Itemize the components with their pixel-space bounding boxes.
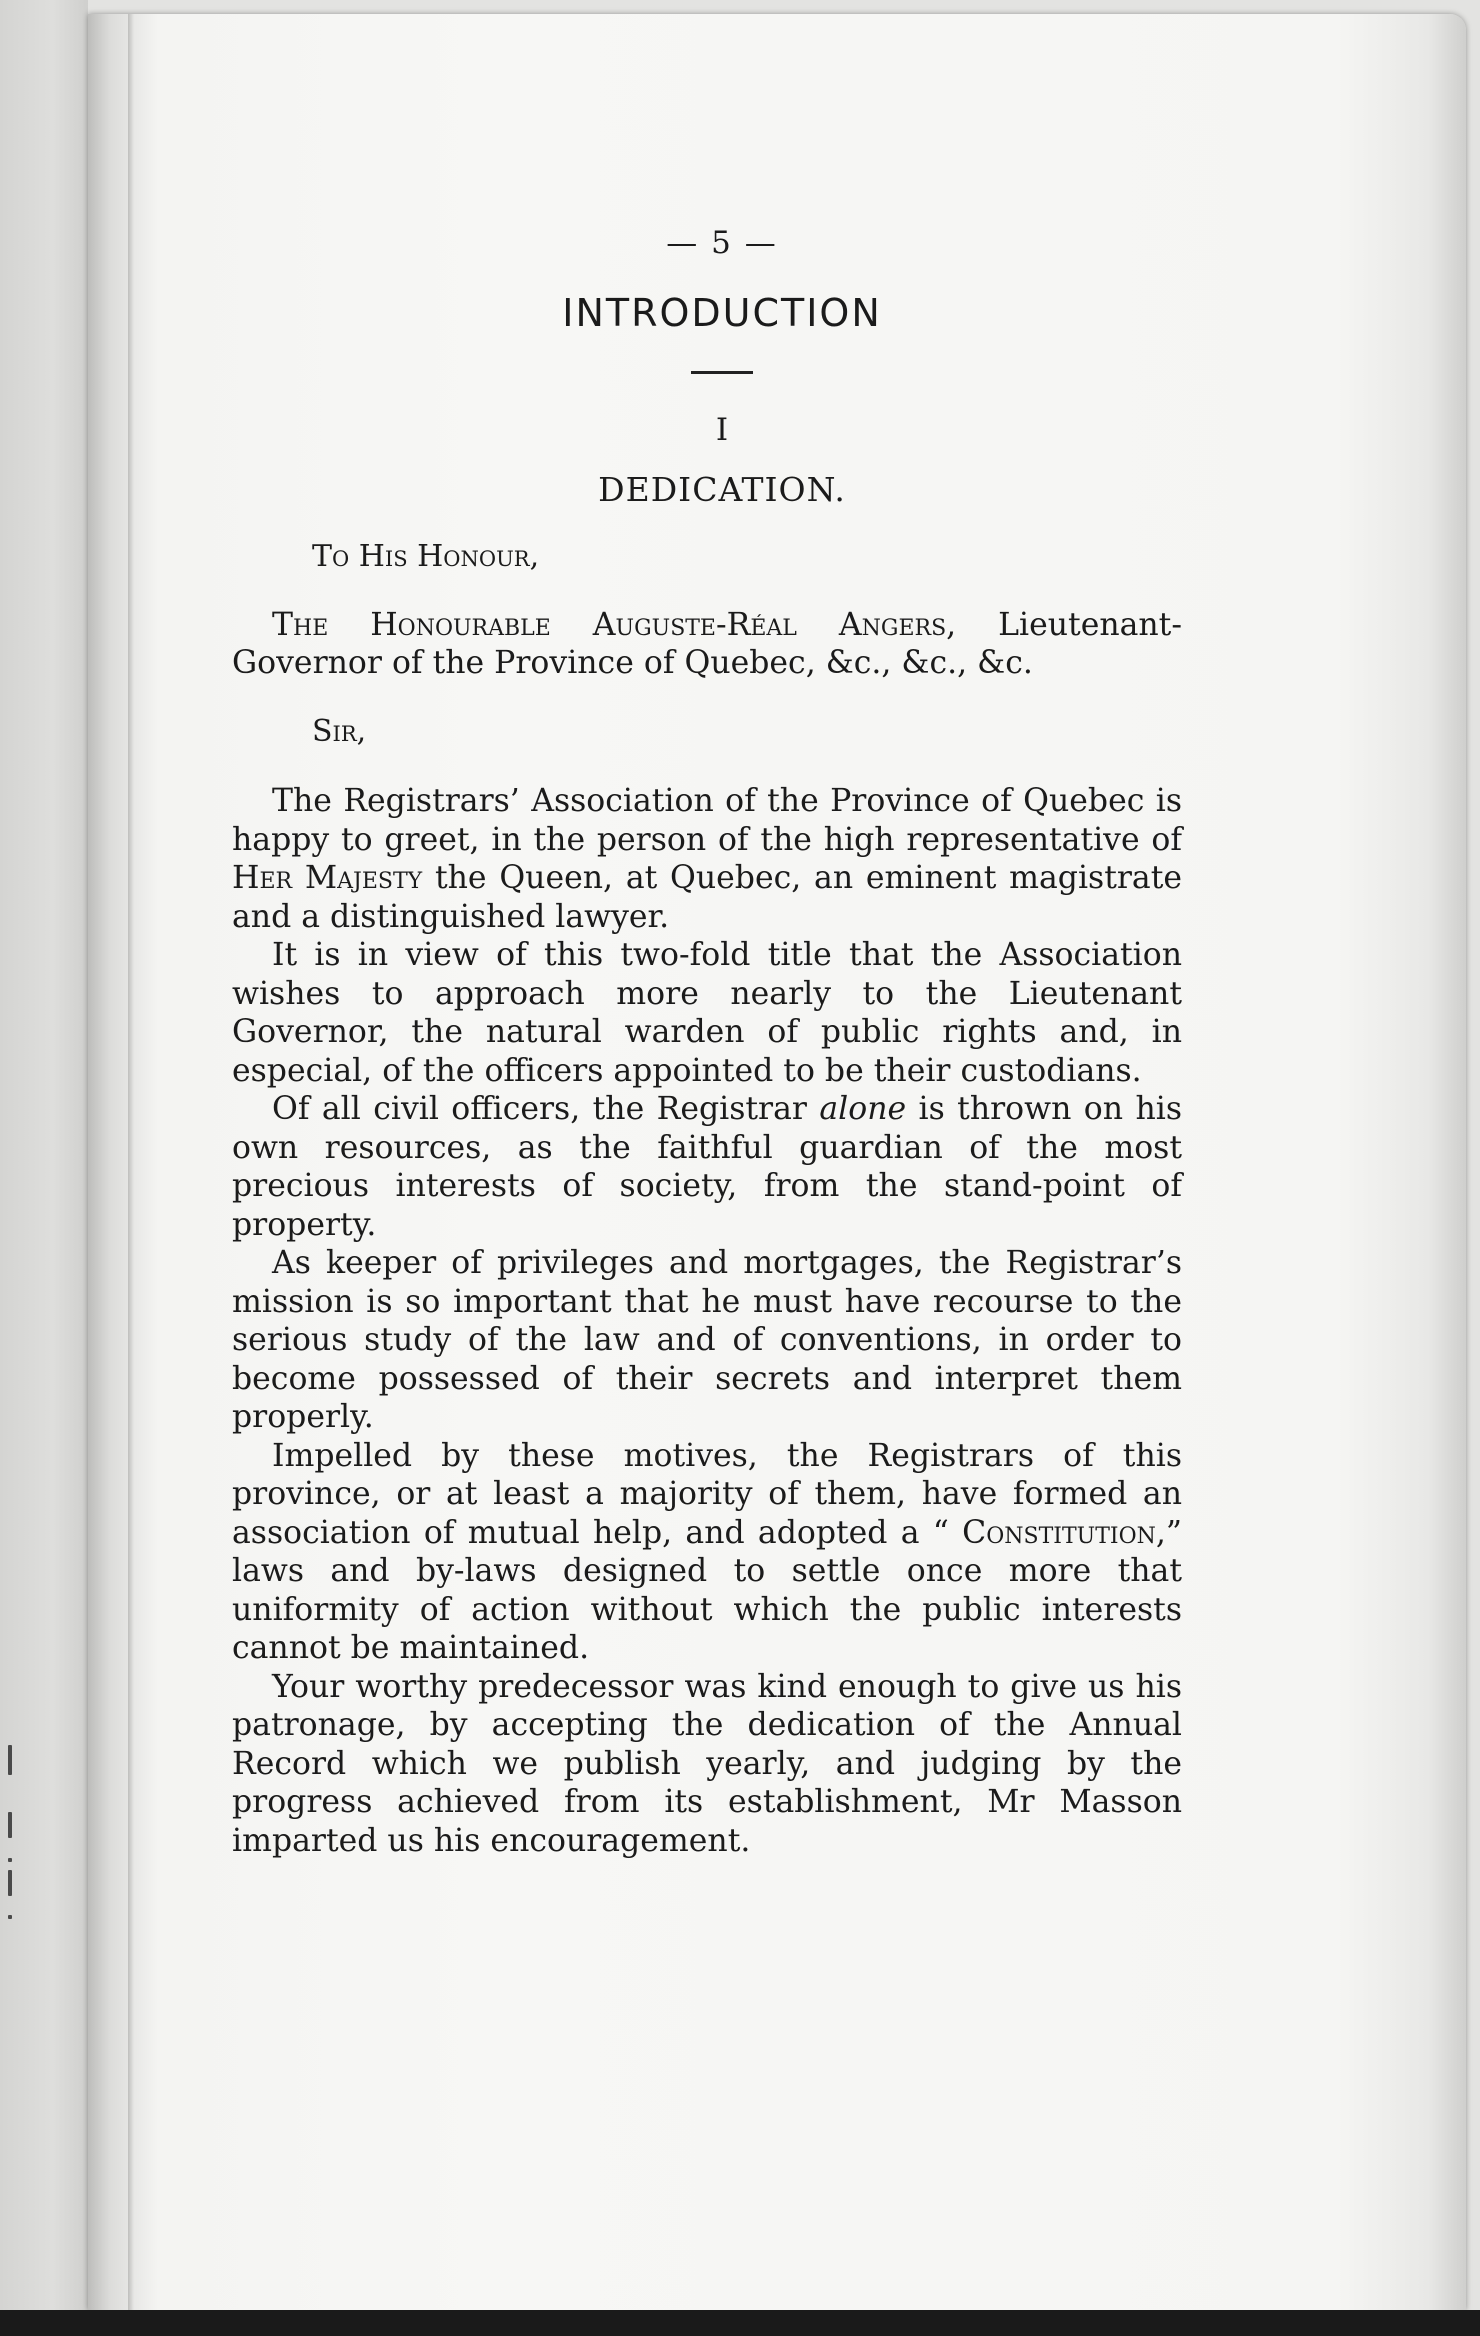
body-paragraph: Your worthy predecessor was kind enough to give us his patronage, by accepting the dedication of the Annual Record which we publish yearly, and judging by the progress achieved from its establishment, Mr Masson imparted us his encouragement. <box>232 1668 1182 1859</box>
body-paragraph <box>232 782 1182 936</box>
chapter-heading: INTRODUCTION <box>562 291 882 335</box>
body-paragraph: It is in view of this two-fold title that the Association wishes to approach more nearly to the Lieutenant Governor, the natural warden of public rights and, in especial, of the officers appointed to be their custodians. <box>232 937 1182 1089</box>
section-number: I <box>715 412 729 448</box>
edge-mark <box>8 1870 12 1896</box>
addressee-name: The Honourable Auguste-Réal Angers, <box>272 607 957 643</box>
small-caps-text: Her Majesty <box>232 860 423 896</box>
page-text <box>232 225 1182 1860</box>
section-title: DEDICATION. <box>598 470 846 509</box>
paragraph-text: Impelled by these motives, the Registrars of this province, or at least a majority of them, have formed an association of mutual help, and adopted a “ <box>232 1437 1182 1551</box>
edge-mark <box>8 1812 12 1838</box>
paragraph-text: the Queen, at Quebec, an eminent magistrate and a distinguished lawyer. <box>232 860 1182 935</box>
previous-page-edge <box>0 0 88 2336</box>
heading-rule <box>691 371 753 374</box>
edge-mark <box>8 1858 12 1862</box>
paragraph-text: Of all civil officers, the Registrar <box>272 1091 820 1127</box>
body-paragraph <box>232 1090 1182 1244</box>
body-paragraph <box>232 1437 1182 1668</box>
salutation: Sir, <box>312 714 367 749</box>
addressee-paragraph <box>232 606 1182 682</box>
address-line: To His Honour, <box>312 539 540 574</box>
paragraph-text: is thrown on his own resources, as the faithful guardian of the most precious interests of society, from the stand-point of property. <box>232 1091 1182 1243</box>
paragraph-text: ,” laws and by-laws designed to settle once more that uniformity of action without which the public interests cannot be maintained. <box>232 1514 1182 1666</box>
page-number: — 5 — <box>666 225 778 261</box>
scanner-bottom-edge <box>0 2310 1480 2336</box>
body-paragraph: As keeper of privileges and mortgages, the Registrar’s mission is so important that he must have recourse to the serious study of the law and of conventions, in order to become possessed of their secrets and interpret them properly. <box>232 1245 1182 1435</box>
edge-mark <box>8 1915 12 1919</box>
paragraph-text: The Registrars’ Association of the Province of Quebec is happy to greet, in the person of the high representative of <box>232 783 1182 858</box>
addressee-title: Lieutenant-Governor of the Province of Quebec, &c., &c., &c. <box>232 607 1182 681</box>
small-caps-text: Constitution <box>962 1514 1156 1551</box>
italic-text: alone <box>819 1091 907 1127</box>
edge-mark <box>8 1745 12 1775</box>
